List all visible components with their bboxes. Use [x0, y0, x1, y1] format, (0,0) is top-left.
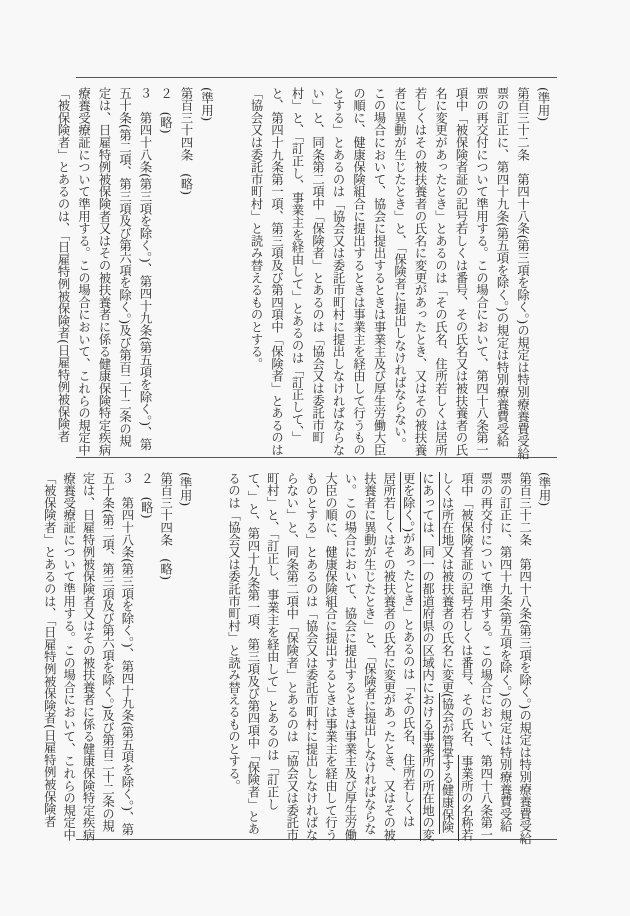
text-column — [359, 472, 378, 846]
text-segment: 「被保険者」とあるのは、「日雇特例被保険者(日雇特例被保険者 — [56, 87, 70, 443]
text-column — [223, 472, 242, 846]
text-segment: 五十条(第二項、第三項及び第六項を除く。)及び第百二十二条の規 — [100, 472, 115, 833]
text-column — [492, 87, 513, 461]
text-segment: ３ 第四十八条(第三項を除く。)、第四十九条(第五項を除く。)、第 — [138, 87, 152, 451]
text-segment: ２ (略) — [139, 472, 154, 519]
text-column — [135, 87, 156, 461]
text-segment: 扶養者に異動が生じたとき」と、「保険者に提出しなければならな — [362, 472, 377, 835]
text-segment: 療養受療証について準用する。この場合において、これらの規定中 — [76, 87, 91, 456]
text-column — [58, 472, 77, 846]
vertical-text-block-bottom — [39, 472, 553, 846]
text-segment: 居所若しくはその被扶養者の氏名に変更があったとき、又はその被 — [381, 472, 396, 841]
text-column — [398, 472, 417, 846]
text-column — [94, 87, 115, 461]
text-column — [456, 472, 475, 846]
text-column — [348, 87, 369, 461]
text-column — [262, 472, 281, 846]
text-segment: 票の訂正に、第四十九条(第五項を除く。)の規定は特別療養費受給 — [495, 87, 509, 448]
text-column — [246, 87, 267, 461]
text-column — [389, 87, 410, 461]
text-segment: 第百三十四条 (略) — [179, 87, 193, 195]
text-column — [533, 87, 554, 461]
text-column — [136, 472, 155, 846]
text-column — [328, 87, 349, 461]
vertical-text-block-top — [53, 87, 554, 461]
text-segment: 票の再交付について準用する。この場合において、第四十八条第一 — [478, 472, 493, 841]
text-segment: (準用) — [199, 87, 214, 122]
text-segment: ものとする」とあるのは「協会又は委託市町村に提出しなければな — [304, 472, 319, 841]
text-segment: い。この場合において、協会に提出するときは事業主及び厚生労働 — [342, 472, 357, 841]
text-column — [471, 87, 492, 461]
text-column — [417, 472, 436, 846]
text-segment: とする」とあるのは「協会又は委託市町村に提出しなければならな — [331, 87, 345, 456]
text-segment: この場合において、協会に提出するときは事業主及び厚生労働大臣 — [372, 87, 386, 456]
text-column — [78, 472, 97, 846]
text-segment: い」と、同条第二項中「保険者」とあるのは「協会又は委託市町 — [310, 87, 325, 444]
text-column — [53, 87, 74, 461]
text-segment: (準用) — [536, 87, 550, 122]
column-gap — [194, 472, 223, 846]
text-segment: (準用) — [178, 472, 193, 507]
text-segment: 「協会又は委託市町村」と読み替えるものとする。 — [249, 87, 263, 370]
text-column — [437, 472, 456, 846]
text-column — [369, 87, 390, 461]
text-segment: があったとき」とあるのは「その氏名、住所若しくは — [401, 532, 416, 828]
text-segment: 五十条(第二項、第三項及び第六項を除く。)及び第百二十二条の規 — [117, 87, 132, 448]
text-segment: 第百三十二条 第四十八条(第三項を除く。)の規定は特別療養費受給 — [517, 472, 532, 845]
text-column — [266, 87, 287, 461]
amended-text-sideline: (協会が管掌する健康保険 — [439, 693, 454, 834]
text-segment: 項中「被保険者証の記号若しくは番号、その氏名、 — [459, 472, 474, 755]
text-column — [495, 472, 514, 846]
text-column — [307, 87, 328, 461]
text-segment: て、」と、第四十九条第一項、第三項及び第四項中「保険者」とあ — [245, 472, 260, 835]
text-column — [410, 87, 431, 461]
law-page-bottom — [42, 459, 557, 845]
text-column — [176, 87, 197, 461]
text-column — [475, 472, 494, 846]
text-column — [243, 472, 262, 846]
text-segment: ３ 第四十八条(第三項を除く。)、第四十九条(第五項を除く。)、第 — [119, 472, 134, 836]
text-column — [430, 87, 451, 461]
text-column — [451, 87, 472, 461]
law-page-top — [56, 77, 557, 460]
text-column — [175, 472, 194, 846]
text-segment: 「被保険者」とあるのは、「日雇特例被保険者(日雇特例被保険者 — [42, 472, 57, 828]
text-column — [378, 472, 397, 846]
text-column — [114, 87, 135, 461]
text-segment: 若しくはその被扶養者の氏名に変更があったとき、又はその被扶養 — [413, 87, 427, 456]
text-segment: (準用) — [537, 472, 551, 507]
column-gap — [217, 87, 246, 461]
text-segment: 第百三十四条 (略) — [158, 472, 173, 580]
text-segment: ２ (略) — [158, 87, 173, 134]
text-segment: 又は被扶養者の氏名に変更 — [439, 545, 454, 694]
text-column — [116, 472, 135, 846]
text-column — [340, 472, 359, 846]
text-column — [155, 87, 176, 461]
text-segment: の順に、健康保険組合に提出するときは事業主を経由して行うもの — [351, 87, 366, 456]
text-segment: 町村」と、「訂正し、事業主を経由して」とあるのは「訂正し — [265, 472, 280, 811]
text-segment: 定は、日雇特例被保険者又はその被扶養者に係る健康保険特定疾病 — [81, 472, 96, 841]
amended-text-sideline: しくは所在地 — [439, 472, 454, 546]
text-column — [39, 472, 58, 846]
amended-text-sideline: 事業所の名称若 — [459, 754, 474, 842]
text-column — [281, 472, 300, 846]
text-segment: るのは「協会又は委託市町村」と読み替えるものとする。 — [226, 472, 241, 792]
text-segment: 票の再交付について準用する。この場合において、第四十八条第一 — [474, 87, 489, 456]
text-column — [301, 472, 320, 846]
text-column — [512, 87, 533, 461]
text-column — [320, 472, 339, 846]
text-column — [155, 472, 174, 846]
text-column — [514, 472, 533, 846]
text-column — [534, 472, 553, 846]
text-segment: 項中「被保険者証の記号若しくは番号、その氏名又は被扶養者の氏 — [454, 87, 468, 456]
text-column — [97, 472, 116, 846]
text-segment: 第百三十二条 第四十八条(第三項を除く。)の規定は特別療養費受給 — [515, 87, 530, 460]
text-segment: 定は、日雇特例被保険者又はその被扶養者に係る健康保険特定疾病 — [97, 87, 111, 456]
text-segment: 村」と、「訂正し、事業主を経由して」とあるのは「訂正して、」 — [290, 87, 304, 444]
amended-text-sideline: 更を除く。) — [401, 472, 416, 533]
text-segment: 者に異動が生じたとき」と、「保険者に提出しなければならない。 — [392, 87, 407, 450]
text-segment: 名に変更があったとき」とあるのは「その氏名、住所若しくは居所 — [433, 87, 448, 456]
amended-text-sideline: にあっては、同一の都道府県の区域内における事業所の所在地の変 — [420, 472, 435, 841]
text-segment: 票の訂正に、第四十九条(第五項を除く。)の規定は特別療養費受給 — [498, 472, 513, 833]
text-column — [287, 87, 308, 461]
text-segment: と、第四十九条第一項、第三項及び第四項中「保険者」とあるのは — [269, 87, 284, 456]
text-segment: 大臣の順に、健康保険組合に提出するときは事業主を経由して行う — [323, 472, 338, 841]
text-column — [73, 87, 94, 461]
text-segment: らない」と、同条第二項中「保険者」とあるのは「協会又は委託市 — [284, 472, 299, 841]
text-column — [196, 87, 217, 461]
text-segment: 療養受療証について準用する。この場合において、これらの規定中 — [61, 472, 76, 841]
